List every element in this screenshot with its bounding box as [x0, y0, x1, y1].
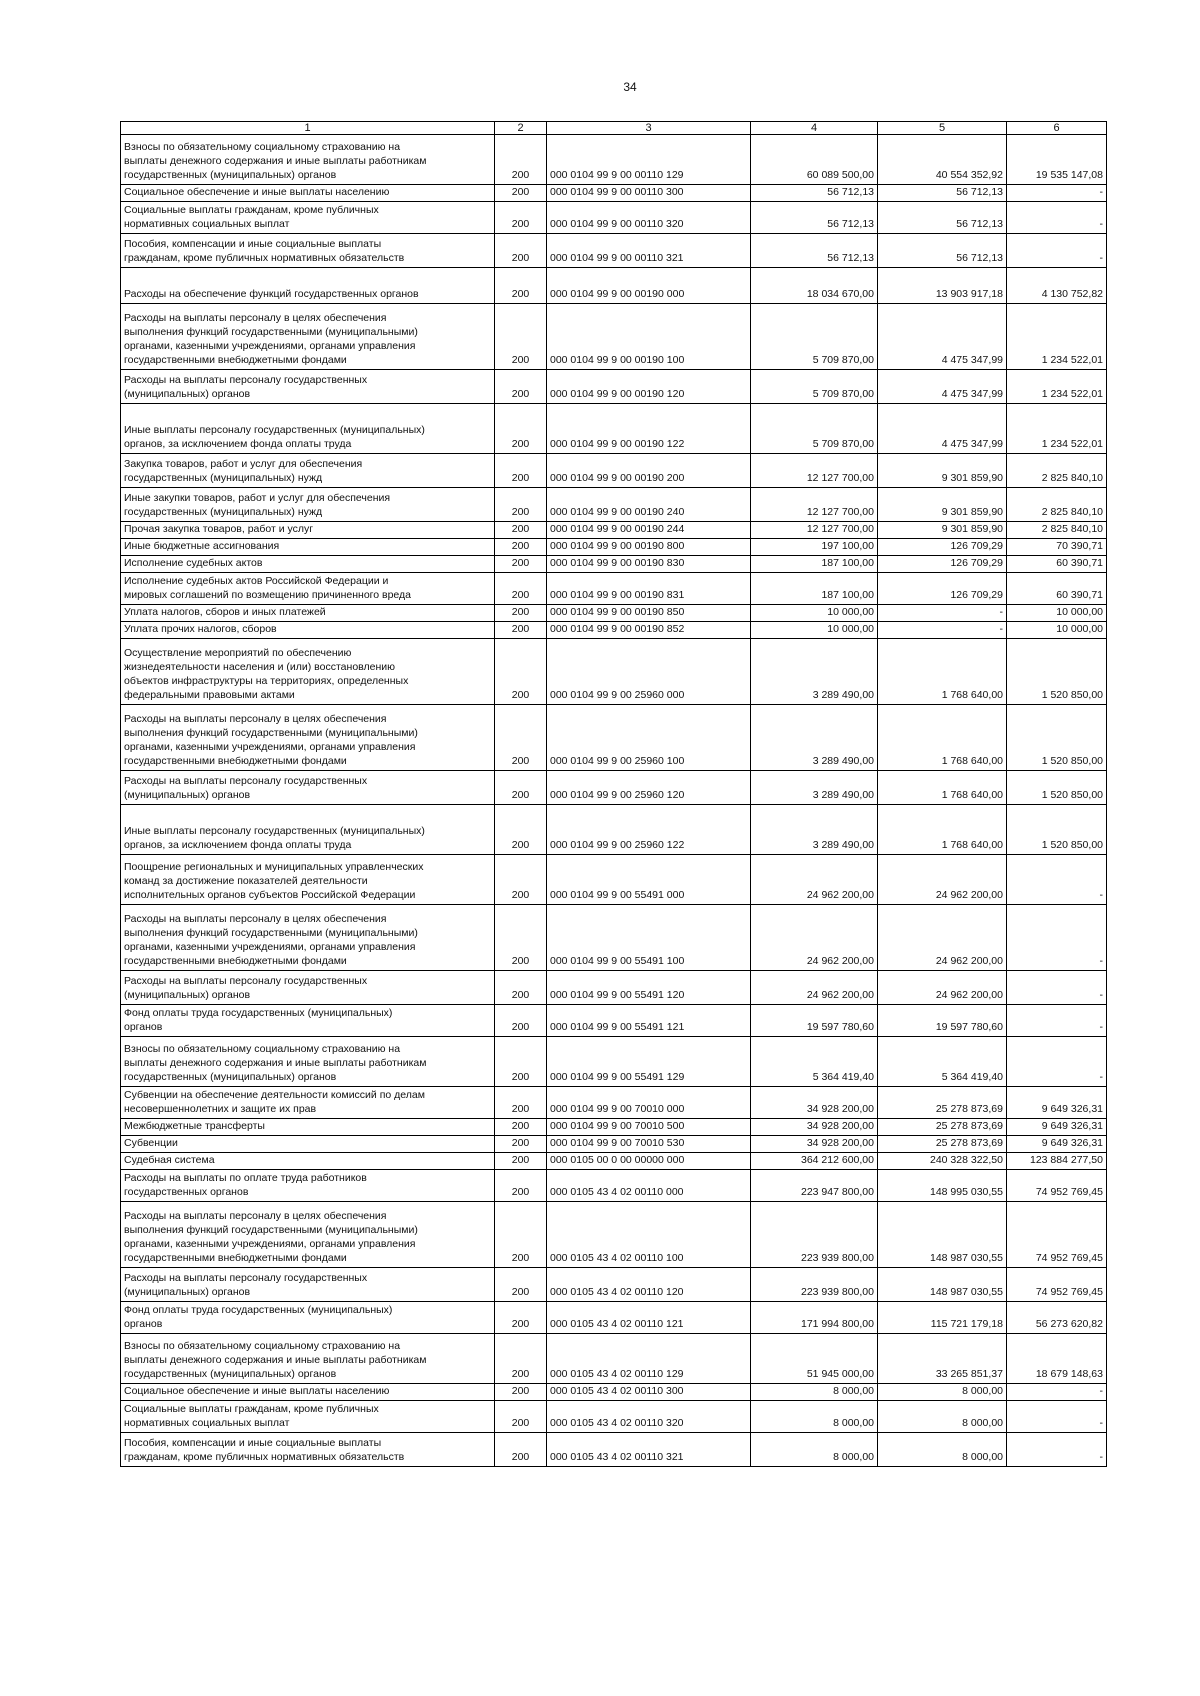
table-row: [121, 971, 1107, 1005]
row-approved-cell: 8 000,00: [751, 1401, 878, 1433]
row-kbk-cell: 000 0104 99 9 00 25960 122: [547, 805, 751, 855]
row-executed-cell: -: [878, 605, 1007, 622]
row-kbk-cell: 000 0104 99 9 00 00190 244: [547, 522, 751, 539]
row-kbk-cell: 000 0104 99 9 00 00110 129: [547, 135, 751, 185]
row-name-cell: Иные бюджетные ассигнования: [121, 539, 495, 556]
row-code-cell: 200: [495, 454, 547, 488]
row-executed-cell: 1 768 640,00: [878, 705, 1007, 771]
row-remaining-cell: -: [1007, 234, 1107, 268]
row-name-cell: Осуществление мероприятий по обеспечению жизнедеятельности населения и (или) восстановлению объектов инфраструктуры на территориях, определенных федеральными правовыми актами: [121, 639, 495, 705]
row-executed-cell: 25 278 873,69: [878, 1136, 1007, 1153]
row-remaining-cell: 9 649 326,31: [1007, 1087, 1107, 1119]
table-row: [121, 268, 1107, 304]
row-remaining-cell: 4 130 752,82: [1007, 268, 1107, 304]
row-executed-cell: 148 987 030,55: [878, 1268, 1007, 1302]
row-approved-cell: 24 962 200,00: [751, 855, 878, 905]
row-remaining-cell: 2 825 840,10: [1007, 454, 1107, 488]
row-approved-cell: 8 000,00: [751, 1433, 878, 1467]
row-remaining-cell: 74 952 769,45: [1007, 1268, 1107, 1302]
table-row: [121, 905, 1107, 971]
row-executed-cell: 19 597 780,60: [878, 1005, 1007, 1037]
row-code-cell: 200: [495, 522, 547, 539]
row-kbk-cell: 000 0104 99 9 00 55491 000: [547, 855, 751, 905]
row-approved-cell: 56 712,13: [751, 202, 878, 234]
row-code-cell: 200: [495, 771, 547, 805]
row-approved-cell: 223 947 800,00: [751, 1170, 878, 1202]
row-kbk-cell: 000 0104 99 9 00 55491 121: [547, 1005, 751, 1037]
column-header-5: 5: [878, 122, 1007, 135]
budget-table: [120, 121, 1107, 1467]
row-name-cell: Исполнение судебных актов Российской Федерации и мировых соглашений по возмещению причиненного вреда: [121, 573, 495, 605]
row-approved-cell: 19 597 780,60: [751, 1005, 878, 1037]
row-remaining-cell: 123 884 277,50: [1007, 1153, 1107, 1170]
table-row: [121, 454, 1107, 488]
row-name-cell: Расходы на выплаты персоналу в целях обеспечения выполнения функций государственными (муниципальными) органами, казенными учреждениями, органами управления государственными внебюджетными фондами: [121, 1202, 495, 1268]
row-kbk-cell: 000 0105 43 4 02 00110 129: [547, 1334, 751, 1384]
row-code-cell: 200: [495, 404, 547, 454]
row-code-cell: 200: [495, 905, 547, 971]
row-kbk-cell: 000 0104 99 9 00 00110 300: [547, 185, 751, 202]
row-name-cell: Субвенции на обеспечение деятельности комиссий по делам несовершеннолетних и защите их прав: [121, 1087, 495, 1119]
row-remaining-cell: -: [1007, 1433, 1107, 1467]
row-code-cell: 200: [495, 539, 547, 556]
row-remaining-cell: 1 234 522,01: [1007, 370, 1107, 404]
table-row: [121, 539, 1107, 556]
row-name-cell: Расходы на выплаты персоналу государственных (муниципальных) органов: [121, 370, 495, 404]
row-remaining-cell: 1 520 850,00: [1007, 705, 1107, 771]
page-number: 34: [623, 80, 637, 94]
row-executed-cell: 126 709,29: [878, 539, 1007, 556]
row-code-cell: 200: [495, 556, 547, 573]
row-executed-cell: 148 995 030,55: [878, 1170, 1007, 1202]
table-header: [121, 122, 1107, 135]
row-remaining-cell: 60 390,71: [1007, 573, 1107, 605]
row-approved-cell: 18 034 670,00: [751, 268, 878, 304]
row-remaining-cell: 10 000,00: [1007, 605, 1107, 622]
row-code-cell: 200: [495, 1401, 547, 1433]
column-header-1: 1: [121, 122, 495, 135]
row-remaining-cell: 2 825 840,10: [1007, 488, 1107, 522]
table-row: [121, 1268, 1107, 1302]
table-row: [121, 771, 1107, 805]
table-row: [121, 805, 1107, 855]
row-executed-cell: 5 364 419,40: [878, 1037, 1007, 1087]
row-remaining-cell: 1 234 522,01: [1007, 404, 1107, 454]
row-code-cell: 200: [495, 135, 547, 185]
row-code-cell: 200: [495, 370, 547, 404]
row-remaining-cell: 60 390,71: [1007, 556, 1107, 573]
table-row: [121, 605, 1107, 622]
row-approved-cell: 197 100,00: [751, 539, 878, 556]
row-name-cell: Расходы на выплаты персоналу в целях обеспечения выполнения функций государственными (муниципальными) органами, казенными учреждениями, органами управления государственными внебюджетными фондами: [121, 304, 495, 370]
table-row: [121, 556, 1107, 573]
row-approved-cell: 187 100,00: [751, 573, 878, 605]
row-executed-cell: 240 328 322,50: [878, 1153, 1007, 1170]
row-kbk-cell: 000 0104 99 9 00 55491 120: [547, 971, 751, 1005]
row-code-cell: 200: [495, 1136, 547, 1153]
row-code-cell: 200: [495, 1268, 547, 1302]
table-row: [121, 1433, 1107, 1467]
row-name-cell: Поощрение региональных и муниципальных управленческих команд за достижение показателей деятельности исполнительных органов субъектов Российской Федерации: [121, 855, 495, 905]
row-executed-cell: 126 709,29: [878, 556, 1007, 573]
column-header-3: 3: [547, 122, 751, 135]
row-executed-cell: 25 278 873,69: [878, 1119, 1007, 1136]
row-name-cell: Социальные выплаты гражданам, кроме публичных нормативных социальных выплат: [121, 1401, 495, 1433]
row-executed-cell: 8 000,00: [878, 1401, 1007, 1433]
row-kbk-cell: 000 0104 99 9 00 00190 852: [547, 622, 751, 639]
row-name-cell: Расходы на выплаты персоналу государственных (муниципальных) органов: [121, 971, 495, 1005]
row-name-cell: Социальное обеспечение и иные выплаты населению: [121, 1384, 495, 1401]
row-code-cell: 200: [495, 234, 547, 268]
row-remaining-cell: -: [1007, 971, 1107, 1005]
row-executed-cell: 1 768 640,00: [878, 639, 1007, 705]
row-kbk-cell: 000 0104 99 9 00 00190 800: [547, 539, 751, 556]
row-approved-cell: 56 712,13: [751, 185, 878, 202]
table-row: [121, 855, 1107, 905]
row-approved-cell: 10 000,00: [751, 605, 878, 622]
row-name-cell: Иные закупки товаров, работ и услуг для обеспечения государственных (муниципальных) нужд: [121, 488, 495, 522]
row-code-cell: 200: [495, 971, 547, 1005]
row-remaining-cell: 9 649 326,31: [1007, 1119, 1107, 1136]
column-header-2: 2: [495, 122, 547, 135]
table-row: [121, 522, 1107, 539]
row-code-cell: 200: [495, 1037, 547, 1087]
row-remaining-cell: 56 273 620,82: [1007, 1302, 1107, 1334]
row-approved-cell: 3 289 490,00: [751, 771, 878, 805]
row-remaining-cell: -: [1007, 905, 1107, 971]
table-body: [121, 135, 1107, 1467]
row-name-cell: Межбюджетные трансферты: [121, 1119, 495, 1136]
row-executed-cell: 1 768 640,00: [878, 805, 1007, 855]
row-executed-cell: 4 475 347,99: [878, 304, 1007, 370]
row-kbk-cell: 000 0104 99 9 00 00190 240: [547, 488, 751, 522]
row-approved-cell: 5 709 870,00: [751, 404, 878, 454]
row-code-cell: 200: [495, 805, 547, 855]
row-name-cell: Расходы на обеспечение функций государственных органов: [121, 268, 495, 304]
row-remaining-cell: -: [1007, 1037, 1107, 1087]
row-approved-cell: 364 212 600,00: [751, 1153, 878, 1170]
table-row: [121, 304, 1107, 370]
table-row: [121, 404, 1107, 454]
row-name-cell: Пособия, компенсации и иные социальные выплаты гражданам, кроме публичных нормативных обязательств: [121, 1433, 495, 1467]
row-code-cell: 200: [495, 622, 547, 639]
row-kbk-cell: 000 0105 00 0 00 00000 000: [547, 1153, 751, 1170]
table-row: [121, 1153, 1107, 1170]
row-approved-cell: 34 928 200,00: [751, 1119, 878, 1136]
row-name-cell: Взносы по обязательному социальному страхованию на выплаты денежного содержания и иные выплаты работникам государственных (муниципальных) органов: [121, 135, 495, 185]
row-code-cell: 200: [495, 185, 547, 202]
row-approved-cell: 3 289 490,00: [751, 639, 878, 705]
row-code-cell: 200: [495, 1005, 547, 1037]
row-code-cell: 200: [495, 1433, 547, 1467]
table-row: [121, 1170, 1107, 1202]
row-approved-cell: 12 127 700,00: [751, 488, 878, 522]
row-code-cell: 200: [495, 268, 547, 304]
row-approved-cell: 5 364 419,40: [751, 1037, 878, 1087]
row-remaining-cell: 74 952 769,45: [1007, 1170, 1107, 1202]
row-remaining-cell: 9 649 326,31: [1007, 1136, 1107, 1153]
row-remaining-cell: -: [1007, 202, 1107, 234]
row-executed-cell: 8 000,00: [878, 1384, 1007, 1401]
row-remaining-cell: -: [1007, 185, 1107, 202]
row-executed-cell: 115 721 179,18: [878, 1302, 1007, 1334]
table-row: [121, 1302, 1107, 1334]
table-row: [121, 202, 1107, 234]
row-kbk-cell: 000 0104 99 9 00 00190 850: [547, 605, 751, 622]
row-executed-cell: 9 301 859,90: [878, 488, 1007, 522]
row-executed-cell: 24 962 200,00: [878, 855, 1007, 905]
table-row: [121, 234, 1107, 268]
row-approved-cell: 223 939 800,00: [751, 1268, 878, 1302]
table-row: [121, 1401, 1107, 1433]
row-remaining-cell: -: [1007, 1005, 1107, 1037]
row-code-cell: 200: [495, 304, 547, 370]
row-approved-cell: 12 127 700,00: [751, 454, 878, 488]
row-executed-cell: 56 712,13: [878, 185, 1007, 202]
row-remaining-cell: 1 520 850,00: [1007, 771, 1107, 805]
row-code-cell: 200: [495, 855, 547, 905]
column-header-4: 4: [751, 122, 878, 135]
row-remaining-cell: 70 390,71: [1007, 539, 1107, 556]
row-remaining-cell: -: [1007, 1384, 1107, 1401]
row-code-cell: 200: [495, 1302, 547, 1334]
row-executed-cell: 1 768 640,00: [878, 771, 1007, 805]
row-name-cell: Иные выплаты персоналу государственных (муниципальных) органов, за исключением фонда оплаты труда: [121, 805, 495, 855]
row-kbk-cell: 000 0105 43 4 02 00110 120: [547, 1268, 751, 1302]
row-approved-cell: 24 962 200,00: [751, 905, 878, 971]
header-row: [121, 122, 1107, 135]
row-approved-cell: 56 712,13: [751, 234, 878, 268]
table-row: [121, 1334, 1107, 1384]
row-name-cell: Расходы на выплаты персоналу в целях обеспечения выполнения функций государственными (муниципальными) органами, казенными учреждениями, органами управления государственными внебюджетными фондами: [121, 705, 495, 771]
table-row: [121, 135, 1107, 185]
row-kbk-cell: 000 0104 99 9 00 55491 129: [547, 1037, 751, 1087]
table-row: [121, 705, 1107, 771]
row-name-cell: Судебная система: [121, 1153, 495, 1170]
row-kbk-cell: 000 0104 99 9 00 25960 000: [547, 639, 751, 705]
table-row: [121, 639, 1107, 705]
row-kbk-cell: 000 0104 99 9 00 70010 530: [547, 1136, 751, 1153]
row-code-cell: 200: [495, 1119, 547, 1136]
table-row: [121, 1384, 1107, 1401]
row-name-cell: Закупка товаров, работ и услуг для обеспечения государственных (муниципальных) нужд: [121, 454, 495, 488]
row-remaining-cell: 74 952 769,45: [1007, 1202, 1107, 1268]
row-executed-cell: 4 475 347,99: [878, 404, 1007, 454]
row-approved-cell: 8 000,00: [751, 1384, 878, 1401]
row-executed-cell: 148 987 030,55: [878, 1202, 1007, 1268]
row-executed-cell: 9 301 859,90: [878, 522, 1007, 539]
row-remaining-cell: 2 825 840,10: [1007, 522, 1107, 539]
row-remaining-cell: 18 679 148,63: [1007, 1334, 1107, 1384]
row-kbk-cell: 000 0104 99 9 00 00190 100: [547, 304, 751, 370]
row-executed-cell: 126 709,29: [878, 573, 1007, 605]
row-code-cell: 200: [495, 639, 547, 705]
row-code-cell: 200: [495, 202, 547, 234]
row-approved-cell: 5 709 870,00: [751, 304, 878, 370]
row-approved-cell: 3 289 490,00: [751, 705, 878, 771]
row-name-cell: Расходы на выплаты по оплате труда работников государственных органов: [121, 1170, 495, 1202]
row-approved-cell: 187 100,00: [751, 556, 878, 573]
row-approved-cell: 12 127 700,00: [751, 522, 878, 539]
row-kbk-cell: 000 0104 99 9 00 00110 321: [547, 234, 751, 268]
row-approved-cell: 5 709 870,00: [751, 370, 878, 404]
row-remaining-cell: 1 234 522,01: [1007, 304, 1107, 370]
row-kbk-cell: 000 0104 99 9 00 00190 122: [547, 404, 751, 454]
row-name-cell: Исполнение судебных актов: [121, 556, 495, 573]
table-row: [121, 1037, 1107, 1087]
row-approved-cell: 223 939 800,00: [751, 1202, 878, 1268]
row-executed-cell: 4 475 347,99: [878, 370, 1007, 404]
row-kbk-cell: 000 0105 43 4 02 00110 300: [547, 1384, 751, 1401]
table-row: [121, 1119, 1107, 1136]
row-executed-cell: -: [878, 622, 1007, 639]
row-executed-cell: 8 000,00: [878, 1433, 1007, 1467]
row-kbk-cell: 000 0105 43 4 02 00110 121: [547, 1302, 751, 1334]
row-code-cell: 200: [495, 573, 547, 605]
row-name-cell: Фонд оплаты труда государственных (муниципальных) органов: [121, 1005, 495, 1037]
row-kbk-cell: 000 0104 99 9 00 00190 120: [547, 370, 751, 404]
table-row: [121, 1005, 1107, 1037]
row-name-cell: Прочая закупка товаров, работ и услуг: [121, 522, 495, 539]
row-kbk-cell: 000 0104 99 9 00 70010 000: [547, 1087, 751, 1119]
row-approved-cell: 60 089 500,00: [751, 135, 878, 185]
row-name-cell: Расходы на выплаты персоналу государственных (муниципальных) органов: [121, 1268, 495, 1302]
row-name-cell: Взносы по обязательному социальному страхованию на выплаты денежного содержания и иные выплаты работникам государственных (муниципальных) органов: [121, 1334, 495, 1384]
row-name-cell: Субвенции: [121, 1136, 495, 1153]
table-row: [121, 185, 1107, 202]
row-approved-cell: 34 928 200,00: [751, 1136, 878, 1153]
row-executed-cell: 13 903 917,18: [878, 268, 1007, 304]
row-executed-cell: 24 962 200,00: [878, 905, 1007, 971]
row-approved-cell: 3 289 490,00: [751, 805, 878, 855]
row-approved-cell: 34 928 200,00: [751, 1087, 878, 1119]
row-name-cell: Уплата прочих налогов, сборов: [121, 622, 495, 639]
row-code-cell: 200: [495, 1202, 547, 1268]
row-remaining-cell: 10 000,00: [1007, 622, 1107, 639]
table-row: [121, 1087, 1107, 1119]
row-code-cell: 200: [495, 605, 547, 622]
row-code-cell: 200: [495, 488, 547, 522]
table-row: [121, 573, 1107, 605]
column-header-6: 6: [1007, 122, 1107, 135]
row-executed-cell: 40 554 352,92: [878, 135, 1007, 185]
row-executed-cell: 33 265 851,37: [878, 1334, 1007, 1384]
row-approved-cell: 24 962 200,00: [751, 971, 878, 1005]
row-kbk-cell: 000 0105 43 4 02 00110 321: [547, 1433, 751, 1467]
row-remaining-cell: -: [1007, 1401, 1107, 1433]
row-name-cell: Фонд оплаты труда государственных (муниципальных) органов: [121, 1302, 495, 1334]
row-kbk-cell: 000 0104 99 9 00 70010 500: [547, 1119, 751, 1136]
row-approved-cell: 10 000,00: [751, 622, 878, 639]
row-code-cell: 200: [495, 1170, 547, 1202]
row-name-cell: Взносы по обязательному социальному страхованию на выплаты денежного содержания и иные выплаты работникам государственных (муниципальных) органов: [121, 1037, 495, 1087]
row-kbk-cell: 000 0104 99 9 00 25960 120: [547, 771, 751, 805]
row-remaining-cell: 19 535 147,08: [1007, 135, 1107, 185]
row-code-cell: 200: [495, 705, 547, 771]
row-approved-cell: 171 994 800,00: [751, 1302, 878, 1334]
row-kbk-cell: 000 0104 99 9 00 55491 100: [547, 905, 751, 971]
row-remaining-cell: 1 520 850,00: [1007, 639, 1107, 705]
row-code-cell: 200: [495, 1153, 547, 1170]
row-kbk-cell: 000 0104 99 9 00 00190 830: [547, 556, 751, 573]
row-remaining-cell: -: [1007, 855, 1107, 905]
row-kbk-cell: 000 0105 43 4 02 00110 000: [547, 1170, 751, 1202]
row-name-cell: Социальное обеспечение и иные выплаты населению: [121, 185, 495, 202]
row-code-cell: 200: [495, 1334, 547, 1384]
table-row: [121, 1202, 1107, 1268]
row-executed-cell: 9 301 859,90: [878, 454, 1007, 488]
table-row: [121, 1136, 1107, 1153]
row-kbk-cell: 000 0105 43 4 02 00110 320: [547, 1401, 751, 1433]
row-code-cell: 200: [495, 1384, 547, 1401]
table-row: [121, 370, 1107, 404]
row-name-cell: Расходы на выплаты персоналу в целях обеспечения выполнения функций государственными (муниципальными) органами, казенными учреждениями, органами управления государственными внебюджетными фондами: [121, 905, 495, 971]
row-approved-cell: 51 945 000,00: [751, 1334, 878, 1384]
row-name-cell: Иные выплаты персоналу государственных (муниципальных) органов, за исключением фонда оплаты труда: [121, 404, 495, 454]
table-row: [121, 622, 1107, 639]
row-name-cell: Социальные выплаты гражданам, кроме публичных нормативных социальных выплат: [121, 202, 495, 234]
row-kbk-cell: 000 0104 99 9 00 00110 320: [547, 202, 751, 234]
row-name-cell: Пособия, компенсации и иные социальные выплаты гражданам, кроме публичных нормативных обязательств: [121, 234, 495, 268]
row-kbk-cell: 000 0104 99 9 00 25960 100: [547, 705, 751, 771]
row-code-cell: 200: [495, 1087, 547, 1119]
row-executed-cell: 24 962 200,00: [878, 971, 1007, 1005]
row-executed-cell: 56 712,13: [878, 234, 1007, 268]
row-kbk-cell: 000 0104 99 9 00 00190 200: [547, 454, 751, 488]
row-kbk-cell: 000 0104 99 9 00 00190 000: [547, 268, 751, 304]
row-remaining-cell: 1 520 850,00: [1007, 805, 1107, 855]
row-name-cell: Уплата налогов, сборов и иных платежей: [121, 605, 495, 622]
row-executed-cell: 25 278 873,69: [878, 1087, 1007, 1119]
row-executed-cell: 56 712,13: [878, 202, 1007, 234]
row-kbk-cell: 000 0104 99 9 00 00190 831: [547, 573, 751, 605]
table-row: [121, 488, 1107, 522]
row-kbk-cell: 000 0105 43 4 02 00110 100: [547, 1202, 751, 1268]
row-name-cell: Расходы на выплаты персоналу государственных (муниципальных) органов: [121, 771, 495, 805]
